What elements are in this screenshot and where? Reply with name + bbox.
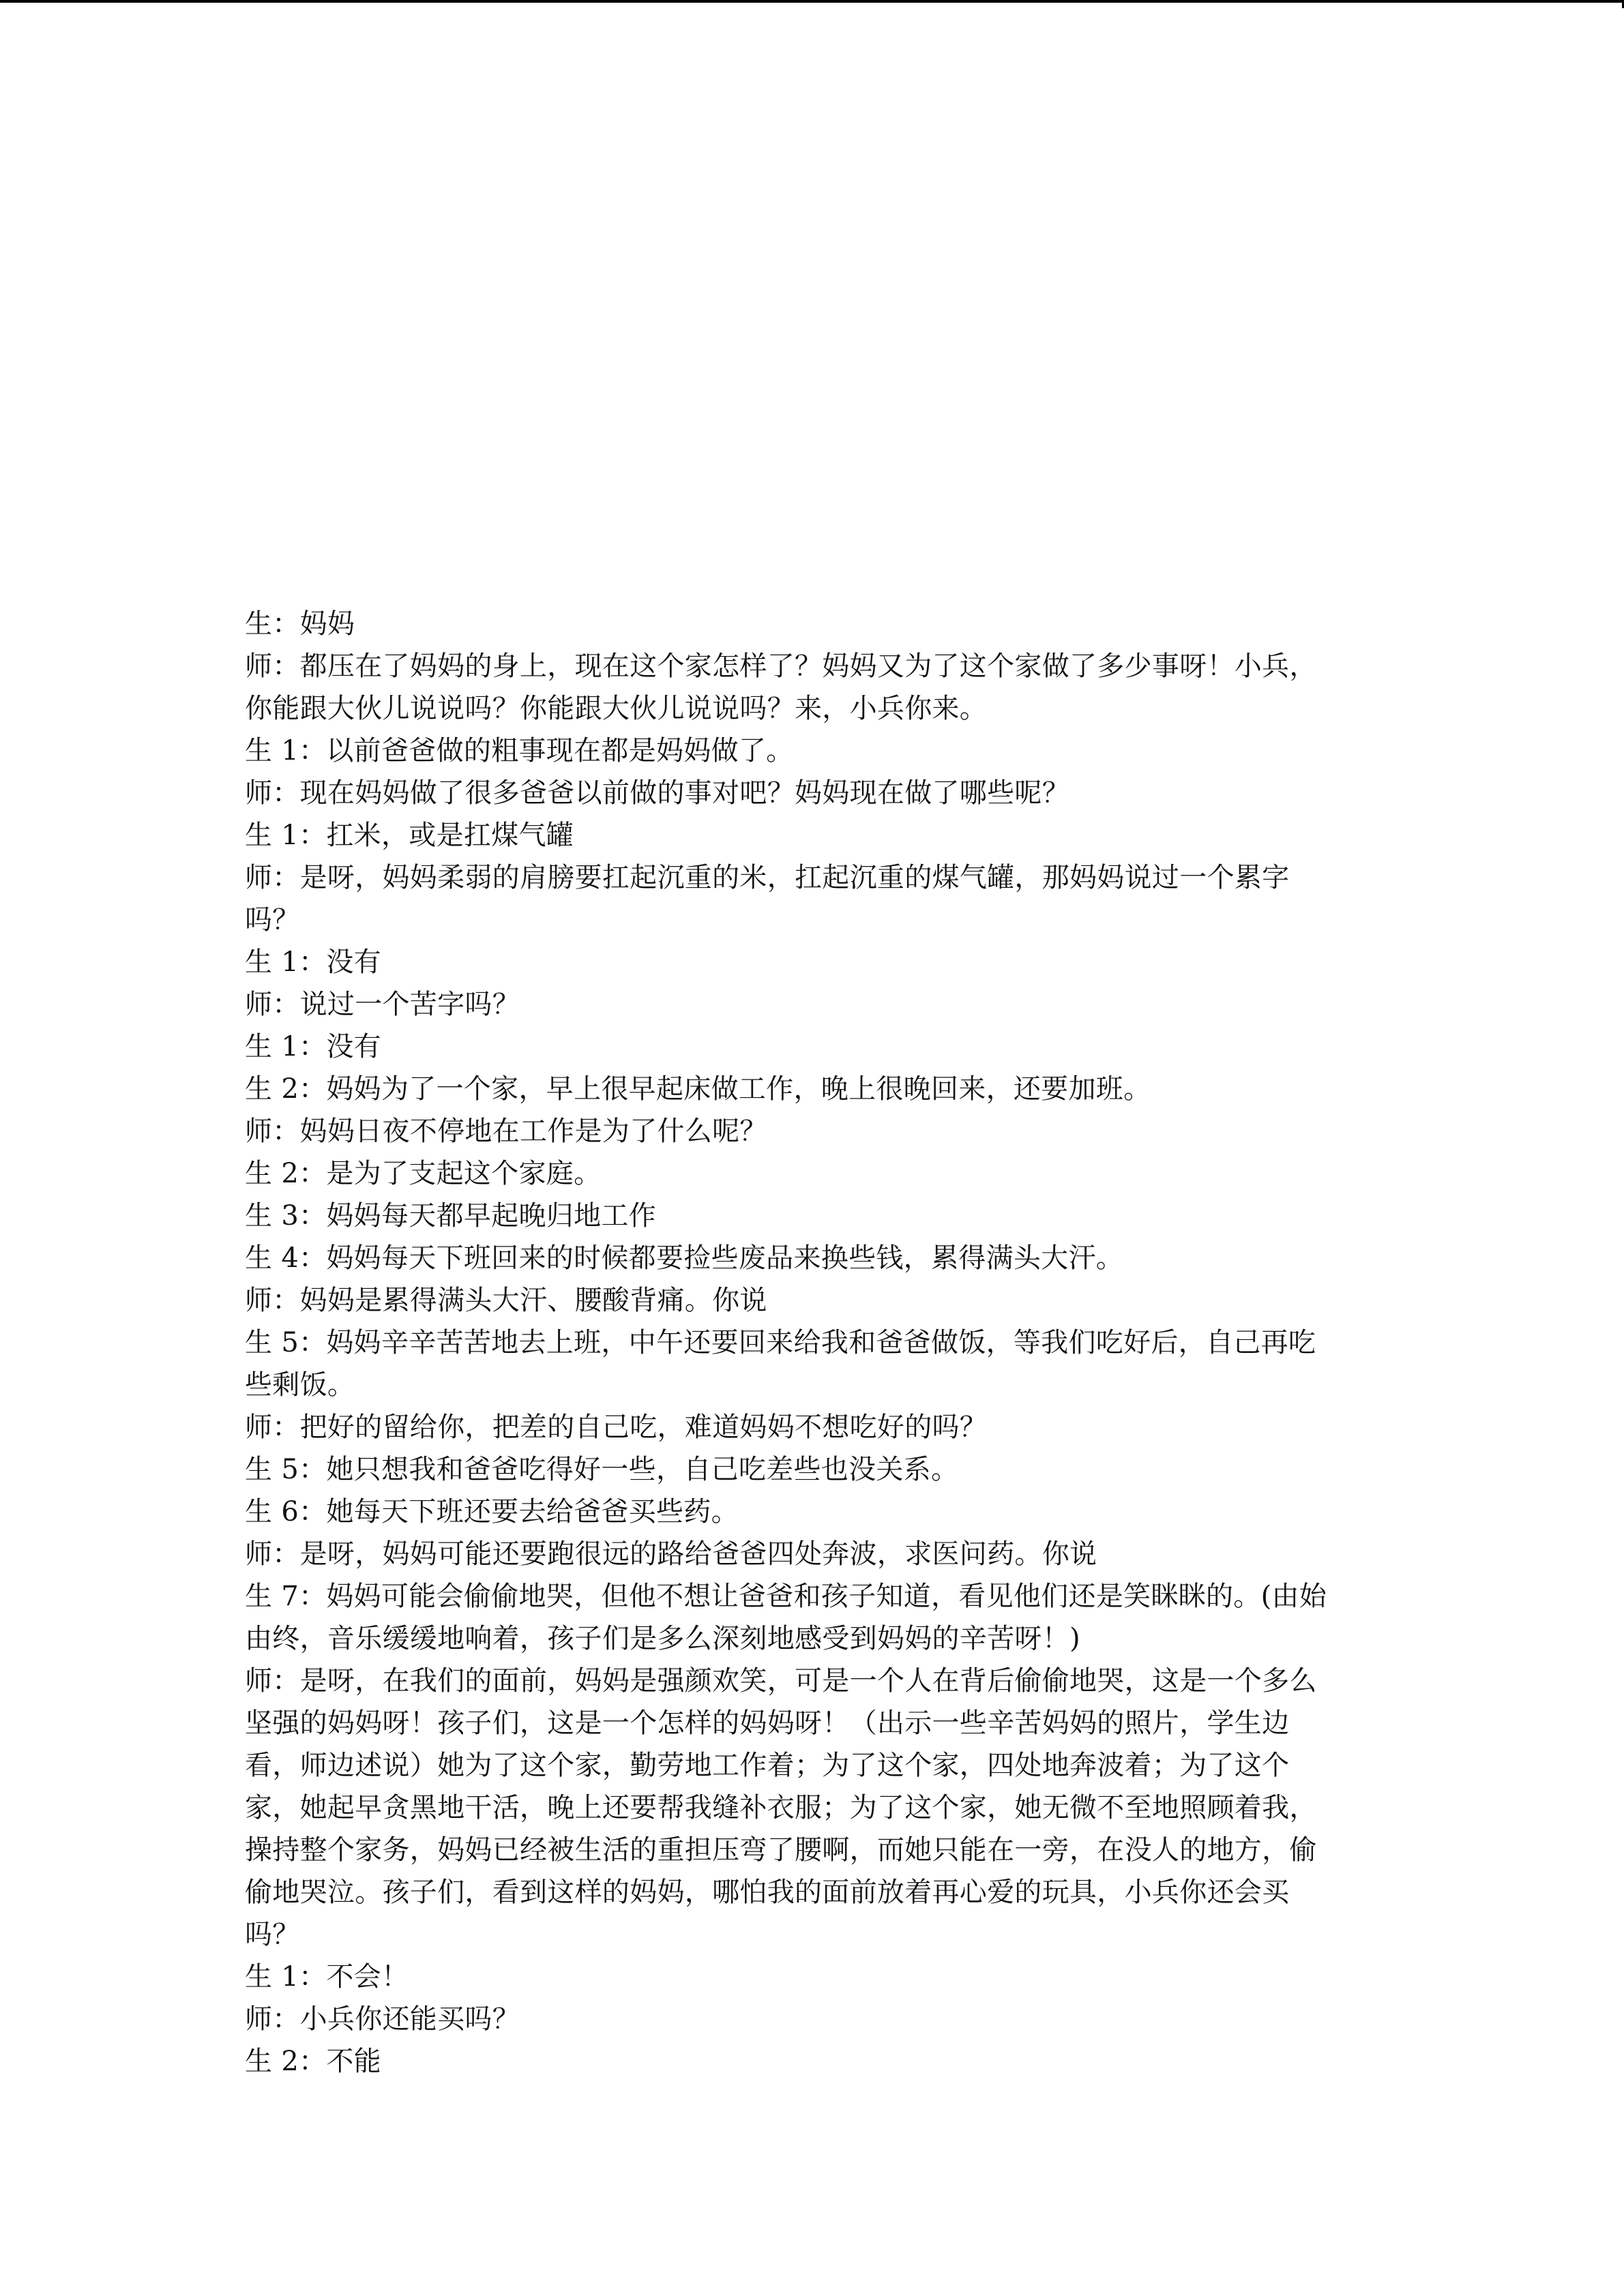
text-line: 师：妈妈日夜不停地在工作是为了什么呢？ bbox=[245, 1116, 767, 1147]
text-line: 坚强的妈妈呀！孩子们，这是一个怎样的妈妈呀！（出示一些辛苦妈妈的照片，学生边 bbox=[245, 1708, 1290, 1739]
text-line: 生 2：妈妈为了一个家，早上很早起床做工作，晚上很晚回来，还要加班。 bbox=[245, 1073, 1151, 1105]
text-line: 师：都压在了妈妈的身上，现在这个家怎样了？妈妈又为了这个家做了多少事呀！小兵， bbox=[245, 651, 1317, 682]
text-line: 师：说过一个苦字吗？ bbox=[245, 989, 520, 1020]
text-line: 生 1：不会！ bbox=[245, 1961, 409, 1993]
text-line: 师：是呀，妈妈柔弱的肩膀要扛起沉重的米，扛起沉重的煤气罐，那妈妈说过一个累字 bbox=[245, 862, 1290, 893]
text-line: 生 1：没有 bbox=[245, 1031, 381, 1062]
text-line: 偷地哭泣。孩子们，看到这样的妈妈，哪怕我的面前放着再心爱的玩具，小兵你还会买 bbox=[245, 1877, 1290, 1908]
text-line: 看，师边述说）她为了这个家，勤劳地工作着；为了这个家，四处地奔波着；为了这个 bbox=[245, 1750, 1290, 1781]
text-line: 生 2：不能 bbox=[245, 2046, 381, 2077]
text-line: 些剩饭。 bbox=[245, 1369, 355, 1401]
text-line: 生 4：妈妈每天下班回来的时候都要捡些废品来换些钱，累得满头大汗。 bbox=[245, 1242, 1124, 1274]
document-body bbox=[245, 603, 1378, 2083]
text-line: 生 2：是为了支起这个家庭。 bbox=[245, 1158, 602, 1189]
text-line: 吗？ bbox=[245, 1919, 300, 1950]
text-line: 吗？ bbox=[245, 904, 300, 936]
text-line: 生 1：扛米，或是扛煤气罐 bbox=[245, 820, 574, 851]
text-line: 生 5：她只想我和爸爸吃得好一些，自己吃差些也没关系。 bbox=[245, 1454, 959, 1485]
text-line: 生 7：妈妈可能会偷偷地哭，但他不想让爸爸和孩子知道，看见他们还是笑眯眯的。(由始 bbox=[245, 1581, 1327, 1612]
text-line: 师：现在妈妈做了很多爸爸以前做的事对吧？妈妈现在做了哪些呢？ bbox=[245, 777, 1069, 809]
text-line: 师：把好的留给你，把差的自己吃，难道妈妈不想吃好的吗？ bbox=[245, 1412, 988, 1443]
text-line: 生 1：没有 bbox=[245, 946, 381, 978]
text-line: 生 3：妈妈每天都早起晚归地工作 bbox=[245, 1200, 656, 1232]
text-line: 师：是呀，在我们的面前，妈妈是强颜欢笑，可是一个人在背后偷偷地哭，这是一个多么 bbox=[245, 1665, 1317, 1697]
text-line: 师：是呀，妈妈可能还要跑很远的路给爸爸四处奔波，求医问药。你说 bbox=[245, 1538, 1097, 1570]
top-border bbox=[0, 0, 1624, 3]
text-line: 师：妈妈是累得满头大汗、腰酸背痛。你说 bbox=[245, 1285, 767, 1316]
text-line: 生 5：妈妈辛辛苦苦地去上班，中午还要回来给我和爸爸做饭，等我们吃好后，自己再吃 bbox=[245, 1327, 1316, 1358]
text-line: 生 1：以前爸爸做的粗事现在都是妈妈做了。 bbox=[245, 735, 794, 766]
text-line: 由终，音乐缓缓地响着，孩子们是多么深刻地感受到妈妈的辛苦呀！) bbox=[245, 1623, 1080, 1654]
text-line: 家，她起早贪黑地干活，晚上还要帮我缝补衣服；为了这个家，她无微不至地照顾着我， bbox=[245, 1792, 1317, 1823]
text-line: 生 6：她每天下班还要去给爸爸买些药。 bbox=[245, 1496, 739, 1527]
text-line: 师：小兵你还能买吗？ bbox=[245, 2003, 520, 2035]
text-line: 你能跟大伙儿说说吗？你能跟大伙儿说说吗？来，小兵你来。 bbox=[245, 693, 988, 724]
text-line: 生：妈妈 bbox=[245, 608, 355, 640]
text-line: 操持整个家务，妈妈已经被生活的重担压弯了腰啊，而她只能在一旁，在没人的地方，偷 bbox=[245, 1834, 1317, 1866]
